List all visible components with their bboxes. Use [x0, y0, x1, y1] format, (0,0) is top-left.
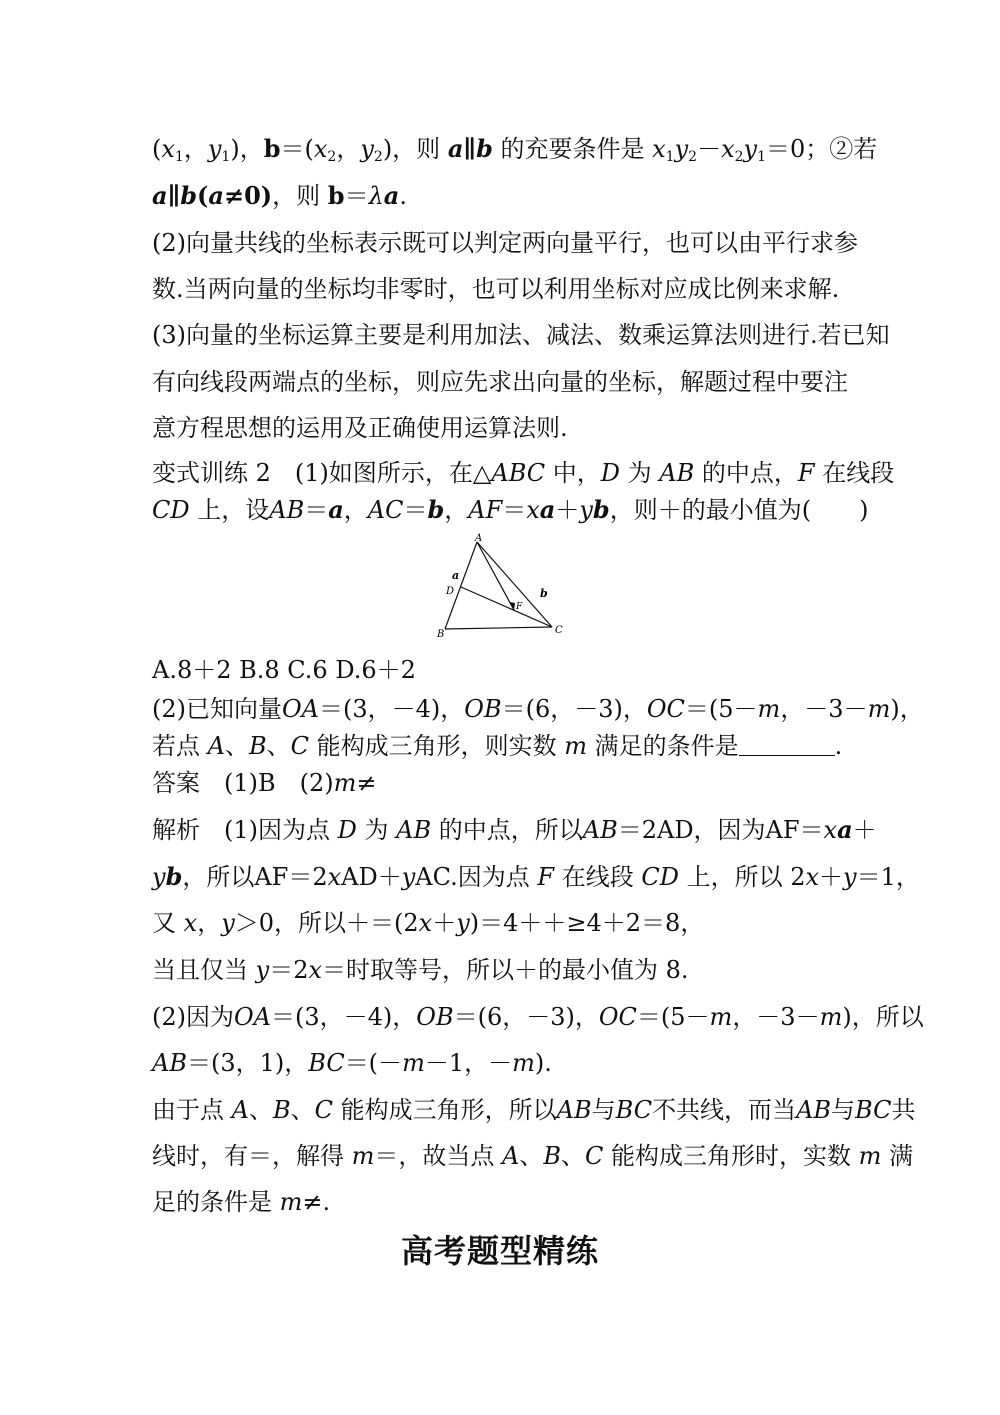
label-B: B — [437, 629, 445, 640]
math-italic: y — [360, 135, 374, 163]
math-italic: y — [456, 909, 470, 937]
subscript: 2 — [373, 149, 383, 165]
math-italic: m — [819, 1003, 843, 1031]
math-italic: x — [308, 956, 323, 984]
math-italic: x — [526, 496, 540, 524]
math-italic: AC — [367, 496, 404, 524]
math-bold: ∥ — [167, 181, 181, 210]
text-line: (2)因为OA＝(3，－4)，OB＝(6，－3)，OC＝(5－m，－3－m)，所以 — [152, 1003, 924, 1031]
text-line: 意方程思想的运用及正确使用运算法则. — [152, 414, 568, 442]
math-italic: m — [351, 1142, 375, 1170]
math-bold: ( — [197, 181, 209, 210]
text-line: 线时，有＝，解得 m＝，故当点 A、B、C 能构成三角形时，实数 m 满 — [152, 1142, 914, 1170]
math-italic: B — [543, 1142, 562, 1170]
math-italic: m — [858, 1142, 882, 1170]
math-italic: m — [709, 1003, 733, 1031]
vector-symbol: a — [539, 495, 556, 524]
math-italic: OA — [282, 695, 320, 723]
subscript: 1 — [221, 149, 231, 165]
text-line: (2)向量共线的坐标表示既可以判定两向量平行，也可以由平行求参 — [152, 229, 858, 257]
math-italic: m — [512, 1049, 535, 1077]
vector-symbol: b — [180, 181, 198, 210]
text-line: 足的条件是 m≠. — [152, 1188, 331, 1216]
math-italic: OB — [416, 1003, 454, 1031]
math-italic: x — [418, 909, 433, 937]
math-italic: ABC — [491, 459, 546, 487]
text-line: 有向线段两端点的坐标，则应先求出向量的坐标，解题过程中要注 — [152, 368, 848, 396]
vector-symbol: a — [208, 181, 224, 210]
subscript: 2 — [327, 149, 337, 165]
math-italic: BC — [308, 1049, 345, 1077]
label-vector-a: a — [452, 569, 460, 582]
text-line: 解析 (1)因为点 D 为 AB 的中点，所以AB＝2AD，因为AF＝xa＋ — [152, 815, 877, 844]
vector-symbol: a — [383, 181, 400, 210]
segment-AF — [477, 542, 514, 610]
math-italic: x — [721, 135, 735, 163]
math-italic: D — [600, 459, 621, 487]
text-line: 数.当两向量的坐标均非零时，也可以利用坐标对应成比例来求解. — [152, 275, 840, 303]
math-italic: AB — [152, 1049, 187, 1077]
triangle-figure — [432, 532, 572, 644]
math-italic: y — [207, 135, 222, 163]
math-italic: λ — [368, 182, 384, 210]
label-D: D — [446, 586, 455, 597]
math-italic: D — [337, 816, 357, 844]
math-bold: b — [327, 181, 345, 210]
text-line: 又 x，y＞0，所以＋＝(2x＋y)＝4＋＋≥4＋2＝8， — [152, 909, 705, 937]
vector-symbol: a — [447, 134, 464, 163]
subscript: 1 — [665, 149, 675, 165]
math-italic: y — [743, 135, 758, 163]
math-italic: x — [161, 135, 175, 163]
math-italic: x — [183, 909, 198, 937]
text-line: 答案 (1)B (2)m≠ — [152, 769, 377, 797]
math-italic: C — [290, 732, 309, 760]
subscript: 2 — [688, 149, 698, 165]
math-italic: y — [221, 909, 235, 937]
math-italic: B — [272, 1096, 291, 1124]
math-italic: AB — [269, 496, 305, 524]
math-italic: AB — [556, 1096, 592, 1124]
math-bold: ∥ — [463, 134, 477, 163]
segment-BC — [445, 627, 552, 629]
math-italic: F — [797, 459, 815, 487]
math-italic: x — [805, 863, 820, 891]
text-line: 变式训练 2 (1)如图所示，在△ABC 中，D 为 AB 的中点，F 在线段 — [152, 459, 895, 487]
label-vector-b: b — [540, 587, 548, 600]
math-italic: BC — [855, 1096, 892, 1124]
vector-symbol: b — [476, 134, 493, 163]
math-italic: x — [652, 135, 666, 163]
text-line: A.8＋2 B.8 C.6 D.6＋2 — [152, 656, 416, 684]
math-italic: x — [823, 816, 838, 844]
math-italic: OA — [234, 1003, 272, 1031]
math-italic: m — [564, 732, 588, 760]
math-italic: y — [579, 496, 593, 524]
label-A: A — [475, 533, 483, 544]
math-italic: OB — [464, 695, 502, 723]
math-italic: y — [255, 956, 270, 984]
text-line: (2)已知向量OA＝(3，－4)，OB＝(6，－3)，OC＝(5－m，－3－m)， — [152, 695, 924, 723]
math-italic: B — [248, 732, 267, 760]
math-italic: C — [585, 1142, 604, 1170]
text-line: a∥b(a≠0)，则 b＝λa. — [152, 181, 407, 210]
math-italic: m — [333, 769, 357, 797]
answer-blank — [739, 733, 835, 756]
math-italic: A — [231, 1096, 249, 1124]
math-italic: y — [401, 863, 416, 891]
segment-AC — [477, 542, 552, 627]
math-italic: y — [152, 863, 166, 891]
text-line: AB＝(3，1)，BC＝(－m－1，－m). — [152, 1049, 552, 1077]
vector-symbol: a — [837, 815, 853, 844]
math-italic: OC — [598, 1003, 637, 1031]
label-C: C — [555, 625, 563, 636]
text-line: 当且仅当 y＝2x＝时取等号，所以＋的最小值为 8. — [152, 956, 689, 984]
vector-symbol: b — [427, 495, 445, 524]
math-italic: m — [279, 1188, 303, 1216]
math-italic: C — [314, 1096, 333, 1124]
math-italic: AF — [468, 496, 503, 524]
math-bold: ≠0) — [223, 181, 273, 210]
text-line: yb，所以AF＝2xAD＋yAC.因为点 F 在线段 CD 上，所以 2x＋y＝1， — [152, 862, 920, 891]
text-line: 若点 A、B、C 能构成三角形，则实数 m 满足的条件是 . — [152, 732, 843, 760]
text-line: CD 上，设AB＝a，AC＝b，AF＝xa＋yb，则＋的最小值为( ) — [152, 495, 869, 524]
math-italic: m — [757, 695, 781, 723]
subscript: 1 — [757, 149, 767, 165]
math-italic: AB — [659, 459, 695, 487]
math-italic: x — [327, 863, 342, 891]
math-italic: A — [207, 732, 225, 760]
segment-DC — [461, 587, 552, 627]
math-italic: CD — [641, 863, 679, 891]
math-italic: m — [402, 1049, 425, 1077]
math-italic: AB — [396, 816, 432, 844]
section-heading: 高考题型精练 — [400, 1232, 599, 1270]
math-italic: F — [537, 863, 555, 891]
vector-symbol: b — [165, 862, 183, 891]
vector-symbol: a — [152, 181, 168, 210]
subscript: 1 — [174, 149, 184, 165]
subscript: 2 — [734, 149, 744, 165]
math-italic: y — [843, 863, 857, 891]
text-line: ($x_1$，$y_1$)，$b=(x_2$，$y_2$)，则 a∥b 的充要条件是 $x_1y_2-x_2y_1=0$；②若 — [152, 134, 878, 165]
math-italic: CD — [152, 496, 190, 524]
vector-symbol: a — [328, 495, 344, 524]
label-F: F — [516, 602, 523, 612]
math-italic: OC — [646, 695, 685, 723]
math-italic: A — [502, 1142, 520, 1170]
math-italic: AB — [582, 816, 618, 844]
math-italic: AB — [796, 1096, 832, 1124]
math-italic: m — [867, 695, 891, 723]
math-italic: y — [674, 135, 689, 163]
math-italic: x — [313, 135, 328, 163]
math-bold: b — [263, 134, 281, 163]
vector-symbol: b — [592, 495, 610, 524]
text-line: (3)向量的坐标运算主要是利用加法、减法、数乘运算法则进行.若已知 — [152, 321, 890, 349]
math-italic: BC — [615, 1096, 653, 1124]
text-line: 由于点 A、B、C 能构成三角形，所以AB与BC不共线，而当AB与BC共 — [152, 1096, 916, 1124]
